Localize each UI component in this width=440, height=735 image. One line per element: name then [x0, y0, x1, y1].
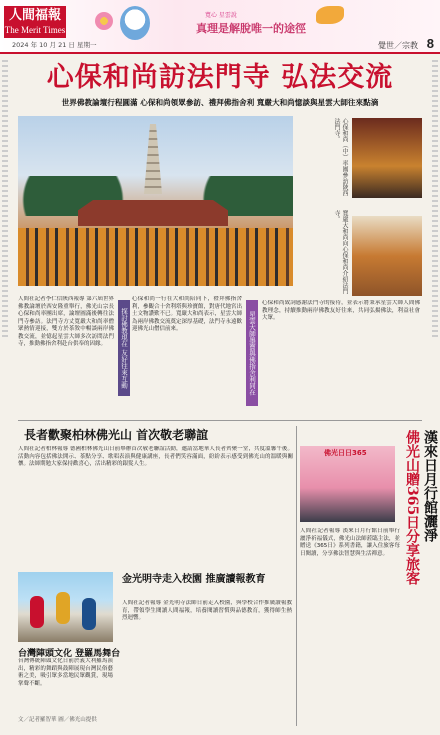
monks-calligraphy-photo[interactable] [352, 216, 422, 296]
side-banner: 星雲大師墨寶與佛指舍利同在 [246, 300, 258, 406]
mascot-icon [120, 6, 150, 40]
monastics-group-image [18, 228, 293, 286]
hotel-headline[interactable]: 漢來日月行館灑淨 [422, 430, 438, 542]
lead-subhead: 世界佛教論壇行程圓滿 心保和尚領眾參訪、禮拜佛指舍利 寬嚴大和尚憶談與星雲大師往來點滴 [61, 98, 379, 107]
berlin-body: 人間社記者柏林報導 德國柏林佛光山日前舉辦首次敬老聯誼活動，邀請當地華人長者齊聚一堂，共度溫馨午後。活動內容包括佛法開示、茶點分享、歌唱表演與健康講座，長者們笑容滿面，紛紛表示感受到佛光山的溫暖與關懷。法師期勉大家保持歡喜心，活出精彩的銀髮人生。 [18, 446, 293, 467]
school-headline[interactable]: 金光明寺走入校園 推廣讀報教育 [122, 574, 266, 585]
logo-chinese: 人間福報 [8, 8, 61, 23]
flower-icon [95, 12, 113, 30]
berlin-headline[interactable]: 長者歡聚柏林佛光山 首次敬老聯誼 [24, 428, 209, 442]
lead-headline[interactable]: 心保和尚訪法門寺 弘法交流 [46, 62, 394, 93]
page-number: 8 [426, 36, 434, 51]
dance-credit: 文／記者羅智華 圖／佛光山提供 [18, 717, 97, 723]
lead-body-2: 心保和尚一行在大和尚陪同下，禮拜佛指舍利，參觀合十舍利塔與珍寶館，對唐代地宮出土文物讚歎不已。寬嚴大和尚表示，星雲大師為兩岸佛教交流奠定深厚基礎，法門寺永遠歡迎佛光山僧信前來。 [132, 296, 242, 332]
left-margin-strip [2, 60, 8, 340]
daily-slogan: 真理是解脫唯一的途徑 [196, 22, 306, 35]
dancer-figure [56, 592, 70, 624]
section-divider [18, 420, 422, 421]
dancer-figure [82, 598, 96, 630]
right-margin-strip [432, 60, 438, 340]
caption-a: 心保和尚（中）率團參訪陝西法門寺。 [333, 118, 348, 196]
dance-body: 台灣傳統陣頭文化日前於義大利羅馬演出，精彩的舞蹈與鼓陣展現台灣民俗藝術之美，吸引眾多當地民眾觀賞，現場掌聲不斷。 [18, 658, 113, 687]
issue-date: 2024 年 10 月 21 日 星期一 [12, 41, 97, 49]
fish-icon [316, 6, 344, 24]
newspaper-logo[interactable] [4, 6, 66, 38]
masthead [0, 0, 440, 52]
dancer-figure [30, 596, 44, 628]
event-sign: 佛光日日365 [324, 449, 367, 457]
caption-b: 寬嚴大和尚向心保和尚介紹法門寺。 [333, 210, 348, 294]
temple-hall-image [78, 200, 228, 226]
hotel-body: 人間社記者報導 漢來日月行館日前舉行灑淨祈福儀式，佛光山法師蒞臨主法，並贈送《365日》系列書籍，讓入住旅客每日閱讀，分享佛法智慧與生活禪意。 [300, 528, 400, 557]
slogan-label: 寬心 星雲說 [205, 12, 237, 19]
lead-photo-group[interactable] [18, 116, 293, 286]
buddha-relic-photo[interactable] [352, 118, 422, 198]
school-body: 人間社記者報導 金光明寺法師日前走入校園，與學校合作推廣讀報教育，帶領學生閱讀人間福報，培養閱讀習慣與品德教育，獲得師生熱烈迴響。 [122, 600, 292, 621]
hotel-subheadline[interactable]: 佛光山贈365日分享旅客 [404, 430, 420, 586]
lead-body-3: 心保和尚致詞感謝法門寺的接待，並表示將秉承星雲大師人間佛教理念，持續推動兩岸佛教友好往來，共同弘揚佛法，利益社會大眾。 [262, 300, 420, 321]
dance-headline[interactable]: 台灣陣頭文化 登羅馬舞台 [18, 649, 121, 659]
section-tag: 覺世／宗教 [378, 41, 418, 50]
purple-subtitle-box: 探討佛教現在 友好往來互動 [118, 300, 130, 396]
column-divider [296, 426, 297, 726]
lead-body-1: 人間社記者李仁信陝西報導 第六屆世界佛教論壇於西安隆重舉行，佛光山宗長心保和尚率團出席，論壇圓滿後轉往法門寺參訪。法門寺方丈寬嚴大和尚率僧眾熱情迎接，雙方於茶敘中暢談兩岸佛教交流，並憶起星雲大師多次訪問法門寺，推動佛指舍利赴台供奉的因緣。 [18, 296, 114, 347]
logo-english: The Merit Times [4, 25, 66, 35]
dance-photo[interactable] [18, 572, 113, 642]
masthead-rule [0, 52, 440, 54]
